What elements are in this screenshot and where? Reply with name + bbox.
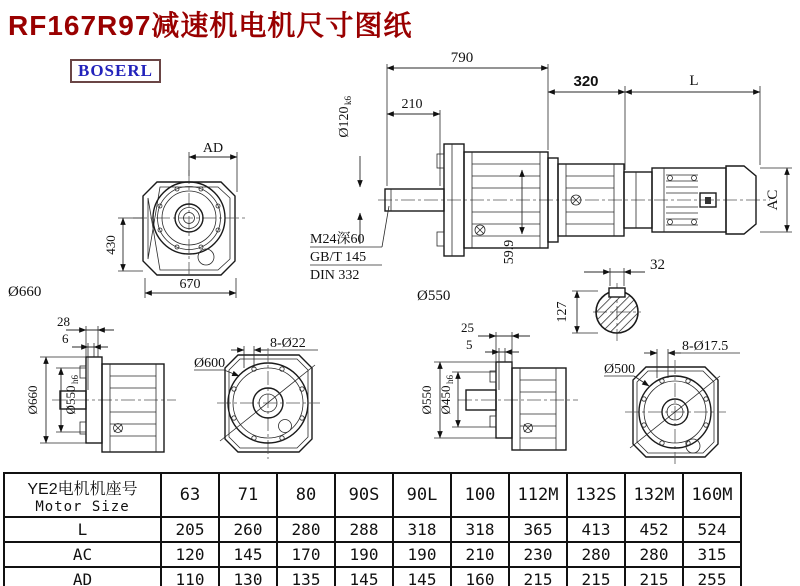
table-header-row xyxy=(4,473,741,517)
output-shaft-key-section xyxy=(555,257,665,341)
column-header: 80 xyxy=(277,473,335,517)
output-side-view-660 xyxy=(8,284,176,452)
table-cell: 145 xyxy=(393,567,451,586)
motor-size-header-en: Motor Size xyxy=(35,498,130,515)
table-cell: 315 xyxy=(683,542,741,567)
dim-spigot-450-label xyxy=(438,375,455,415)
dim-spigot-550-label xyxy=(63,375,80,415)
table-cell: 110 xyxy=(161,567,219,586)
table-cell: 524 xyxy=(683,517,741,542)
dim-ad-label: AD xyxy=(202,141,224,156)
table-cell: 190 xyxy=(393,542,451,567)
dim-28-label: 28 xyxy=(57,314,70,329)
dim-flange-550-label: Ø550 xyxy=(417,288,451,304)
dim-25-label: 25 xyxy=(461,320,474,335)
dim-500-label: Ø500 xyxy=(604,362,636,377)
column-header: 112M xyxy=(509,473,567,517)
table-cell: 170 xyxy=(277,542,335,567)
page-title: RF167R97减速机电机尺寸图纸 xyxy=(8,10,413,41)
dim-210-label: 210 xyxy=(401,97,423,112)
dim-599-label: 59.9 xyxy=(502,239,517,265)
gearbox-front-view xyxy=(103,141,247,298)
tapped-hole-label: M24深60 xyxy=(310,232,365,247)
svg-text:Ø120: Ø120 xyxy=(337,106,352,138)
motor-size-header-cn: YE2电机机座号 xyxy=(27,480,138,498)
table-cell: 215 xyxy=(509,567,567,586)
column-header: 160M xyxy=(683,473,741,517)
table-cell: 230 xyxy=(509,542,567,567)
table-cell: 215 xyxy=(625,567,683,586)
column-header: 100 xyxy=(451,473,509,517)
dim-790-label: 790 xyxy=(450,50,474,66)
column-header: 90L xyxy=(393,473,451,517)
table-cell: 130 xyxy=(219,567,277,586)
motor-size-header xyxy=(4,473,161,517)
table-cell: 135 xyxy=(277,567,335,586)
table-cell: 318 xyxy=(393,517,451,542)
gearbox-motor-side-view xyxy=(310,50,792,304)
column-header: 63 xyxy=(161,473,219,517)
dim-od-550-label: Ø550 xyxy=(419,385,434,415)
column-header: 132M xyxy=(625,473,683,517)
row-label: AD xyxy=(4,567,161,586)
dim-430-label: 430 xyxy=(103,235,118,255)
table-cell: 190 xyxy=(335,542,393,567)
table-cell: 210 xyxy=(451,542,509,567)
table-cell: 288 xyxy=(335,517,393,542)
table-cell: 413 xyxy=(567,517,625,542)
table-cell: 205 xyxy=(161,517,219,542)
dim-ac-label: AC xyxy=(765,189,781,211)
table-cell: 452 xyxy=(625,517,683,542)
column-header: 132S xyxy=(567,473,625,517)
dim-32-label: 32 xyxy=(650,257,665,273)
dim-670-label: 670 xyxy=(179,277,201,292)
din-standard-label: DIN 332 xyxy=(310,268,360,283)
output-flange-view-500 xyxy=(604,339,740,464)
svg-text:Ø550: Ø550 xyxy=(63,385,78,415)
bolt-holes-175-label: 8-Ø17.5 xyxy=(682,339,729,354)
table-cell: 215 xyxy=(567,567,625,586)
view-660-label: Ø660 xyxy=(8,284,42,300)
table-cell: 280 xyxy=(625,542,683,567)
dim-5-label: 5 xyxy=(466,337,473,352)
table-cell: 160 xyxy=(451,567,509,586)
table-cell: 120 xyxy=(161,542,219,567)
dim-shaft-dia-label xyxy=(337,96,353,138)
output-flange-view-600 xyxy=(194,336,320,459)
dim-127-label: 127 xyxy=(555,301,570,323)
boserl-logo-text: BOSERL xyxy=(78,61,153,80)
gbt-standard-label: GB/T 145 xyxy=(310,250,367,265)
svg-text:k6: k6 xyxy=(343,96,353,105)
table-row-L xyxy=(4,517,741,542)
table-cell: 255 xyxy=(683,567,741,586)
table-cell: 145 xyxy=(219,542,277,567)
svg-text:h6: h6 xyxy=(70,375,80,384)
row-label: L xyxy=(4,517,161,542)
motor-size-table xyxy=(3,472,742,586)
output-side-view-550 xyxy=(419,320,578,450)
column-header: 71 xyxy=(219,473,277,517)
dim-6-label: 6 xyxy=(62,331,69,346)
table-cell: 365 xyxy=(509,517,567,542)
table-row-AD xyxy=(4,567,741,586)
table-cell: 145 xyxy=(335,567,393,586)
svg-text:h6: h6 xyxy=(445,375,455,384)
bolt-holes-22-label: 8-Ø22 xyxy=(270,336,306,351)
table-cell: 280 xyxy=(277,517,335,542)
table-cell: 280 xyxy=(567,542,625,567)
dim-motor-length-label: L xyxy=(689,73,699,89)
table-row-AC xyxy=(4,542,741,567)
row-label: AC xyxy=(4,542,161,567)
dim-600-label: Ø600 xyxy=(194,356,226,371)
table-cell: 260 xyxy=(219,517,277,542)
dim-320-label: 320 xyxy=(573,73,599,90)
dim-od-660-label: Ø660 xyxy=(25,385,40,415)
svg-text:Ø450: Ø450 xyxy=(438,385,453,415)
column-header: 90S xyxy=(335,473,393,517)
table-cell: 318 xyxy=(451,517,509,542)
